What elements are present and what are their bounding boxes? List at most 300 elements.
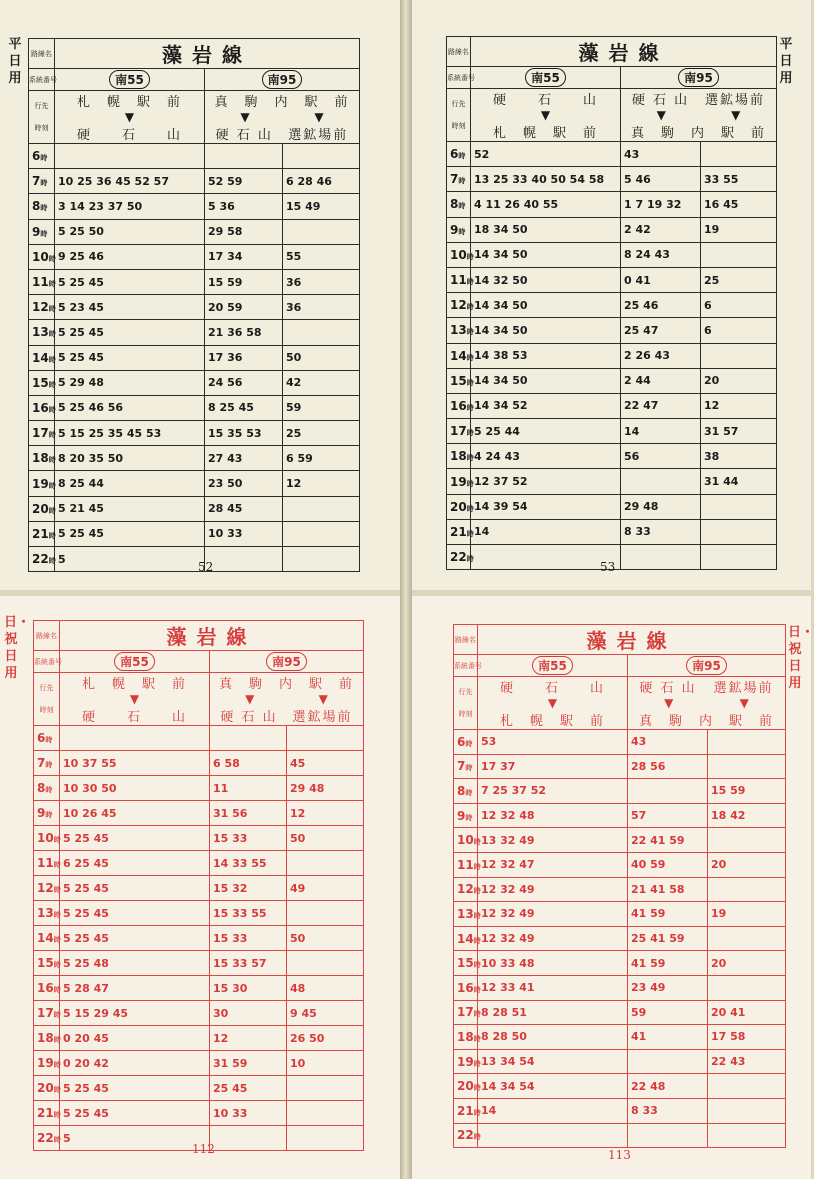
minutes-c-cell: 19: [708, 902, 786, 927]
hour-suffix: 時: [40, 154, 48, 163]
hour-value: 18: [32, 451, 49, 466]
minutes-c-cell: [708, 975, 786, 1000]
hour-cell: [447, 469, 474, 494]
hour-cell: [454, 926, 481, 951]
minutes-c-cell: 25: [283, 421, 360, 446]
hour-suffix: 時: [48, 506, 56, 515]
hour-suffix: 時: [466, 252, 474, 261]
hour-value: 18: [37, 1031, 54, 1045]
system-number-label: 系統番号: [447, 67, 471, 89]
hour-cell: [34, 901, 60, 926]
hour-cell: [34, 1076, 60, 1101]
hour-value: 20: [32, 501, 49, 516]
minutes-a-cell: 14 34 54: [478, 1074, 628, 1099]
table-row: [454, 730, 786, 755]
hour-cell: [29, 370, 55, 395]
minutes-c-cell: 17 58: [708, 1025, 786, 1050]
hour-suffix: 時: [48, 431, 56, 440]
destination-a-bottom: 硬 石 山: [76, 128, 182, 143]
minutes-a-cell: 5 15 25 35 45 53: [55, 421, 205, 446]
destination-a: [478, 677, 628, 730]
table-row: [454, 926, 786, 951]
hour-suffix: 時: [466, 328, 474, 337]
arrow-down-icon: ▼: [129, 692, 140, 706]
hour-value: 13: [37, 906, 54, 920]
minutes-b-cell: [621, 545, 701, 570]
minutes-b-cell: 12: [210, 1026, 287, 1051]
line-label: 路線名: [447, 37, 471, 67]
route-badge-a: 南55: [532, 656, 573, 675]
minutes-a-cell: 10 25 36 45 52 57: [55, 169, 205, 194]
minutes-b-cell: 22 48: [628, 1074, 708, 1099]
minutes-b-cell: 23 50: [205, 471, 283, 496]
minutes-a-cell: 13 32 49: [478, 828, 628, 853]
minutes-b-cell: [628, 1123, 708, 1148]
hour-value: 18: [457, 1029, 474, 1044]
minutes-a-cell: 5: [55, 547, 205, 572]
hour-cell: [454, 1074, 481, 1099]
minutes-c-cell: [283, 219, 360, 244]
hour-value: 16: [32, 400, 49, 415]
hour-suffix: 時: [466, 429, 474, 438]
minutes-b-cell: 2 26 43: [621, 343, 701, 368]
minutes-b-cell: 20 59: [205, 295, 283, 320]
minutes-b-cell: 43: [628, 730, 708, 755]
hour-cell: [29, 421, 55, 446]
hour-value: 9: [32, 224, 41, 239]
hour-value: 11: [37, 856, 54, 870]
minutes-a-cell: 5 21 45: [55, 496, 205, 521]
timetable-page-113: [412, 596, 814, 1179]
hour-cell: [34, 726, 60, 751]
hour-value: 20: [37, 1081, 54, 1095]
table-row: [454, 902, 786, 927]
minutes-c-cell: [708, 1074, 786, 1099]
route-badge-a: 南55: [525, 68, 566, 87]
hour-cell: [454, 754, 478, 779]
destination-label: 行先: [39, 684, 54, 692]
table-row: [29, 370, 360, 395]
minutes-c-cell: 18 42: [708, 803, 786, 828]
dest-hour-label-cell: [454, 677, 478, 730]
hour-suffix: 時: [466, 278, 474, 287]
minutes-c-cell: 26 50: [287, 1026, 364, 1051]
minutes-c-cell: 55: [283, 244, 360, 269]
hour-value: 18: [450, 449, 467, 464]
table-row: [454, 1025, 786, 1050]
table-row: [447, 343, 777, 368]
hour-suffix: 時: [45, 786, 53, 794]
minutes-a-cell: 7 25 37 52: [478, 779, 628, 804]
table-row: [447, 393, 777, 418]
table-row: [454, 1049, 786, 1074]
destination-a-bottom: 硬 石 山: [81, 710, 187, 725]
destination-label: 行先: [34, 102, 49, 110]
hour-suffix: 時: [53, 936, 61, 944]
minutes-c-cell: [701, 519, 777, 544]
minutes-c-cell: 6 59: [283, 446, 360, 471]
hour-cell: [447, 444, 474, 469]
hour-value: 15: [457, 956, 474, 971]
destination-b: [628, 677, 786, 730]
table-row: [34, 776, 364, 801]
hour-suffix: 時: [466, 555, 474, 564]
hour-suffix: 時: [473, 1059, 481, 1068]
hour-cell: [29, 244, 55, 269]
hour-cell: [34, 926, 60, 951]
minutes-b-cell: 43: [621, 142, 701, 167]
destination-b-bottom: 真 駒 内 駅 前: [631, 126, 767, 141]
minutes-a-cell: 17 37: [478, 754, 628, 779]
minutes-b-cell: [205, 547, 283, 572]
hour-suffix: 時: [48, 254, 56, 263]
hour-cell: [34, 851, 60, 876]
hour-suffix: 時: [53, 986, 61, 994]
hour-value: 14: [457, 931, 474, 946]
route-a-cell: [471, 67, 621, 89]
table-row: [447, 217, 777, 242]
hour-cell: [34, 751, 60, 776]
table-row: [454, 803, 786, 828]
hour-cell: [454, 779, 478, 804]
minutes-b-cell: [210, 1126, 287, 1151]
side-label: 日・祝日用: [788, 625, 814, 691]
minutes-c-cell: [708, 1098, 786, 1123]
hour-cell: [447, 242, 474, 267]
destination-c-top: 選鉱場前: [705, 93, 766, 108]
hour-value: 12: [450, 298, 467, 313]
table-row: [34, 801, 364, 826]
minutes-a-cell: 5 25 45: [55, 320, 205, 345]
minutes-b-cell: 31 56: [210, 801, 287, 826]
minutes-a-cell: 12 37 52: [471, 469, 621, 494]
minutes-a-cell: 14 38 53: [471, 343, 621, 368]
destination-a-top: 硬 石 山: [492, 93, 598, 108]
hour-cell: [454, 730, 478, 755]
minutes-a-cell: 0 20 42: [60, 1051, 210, 1076]
minutes-c-cell: 20: [708, 951, 786, 976]
arrow-down-icon: ▼: [656, 108, 666, 122]
minutes-c-cell: [708, 926, 786, 951]
minutes-c-cell: 19: [701, 217, 777, 242]
hour-cell: [34, 1051, 60, 1076]
hour-value: 21: [457, 1103, 474, 1118]
hour-value: 11: [457, 857, 474, 872]
hour-suffix: 時: [48, 280, 56, 289]
minutes-b-cell: [210, 726, 287, 751]
hour-suffix: 時: [466, 504, 474, 513]
hour-cell: [454, 877, 481, 902]
hour-value: 12: [457, 882, 474, 897]
system-number-label: 系統番号: [29, 69, 55, 91]
hour-label: 時刻: [451, 122, 466, 130]
table-row: [29, 547, 360, 572]
hour-cell: [454, 902, 481, 927]
minutes-c-cell: [287, 951, 364, 976]
hour-suffix: 時: [40, 204, 48, 213]
table-row: [29, 144, 360, 169]
hour-value: 16: [457, 980, 474, 995]
hour-suffix: 時: [465, 739, 473, 748]
hour-cell: [454, 1025, 481, 1050]
minutes-b-cell: 28 45: [205, 496, 283, 521]
hour-value: 19: [37, 1056, 54, 1070]
minutes-a-cell: 12 32 48: [478, 803, 628, 828]
minutes-a-cell: 4 24 43: [471, 444, 621, 469]
destination-b-top: 硬 石 山: [639, 681, 697, 696]
hour-suffix: 時: [45, 761, 53, 769]
minutes-b-cell: 24 56: [205, 370, 283, 395]
hour-value: 19: [32, 476, 49, 491]
hour-value: 15: [450, 373, 467, 388]
minutes-a-cell: 9 25 46: [55, 244, 205, 269]
minutes-c-cell: [287, 726, 364, 751]
hour-value: 20: [450, 499, 467, 514]
hour-suffix: 時: [53, 836, 61, 844]
minutes-c-cell: [283, 521, 360, 546]
minutes-b-cell: 52 59: [205, 169, 283, 194]
hour-suffix: 時: [53, 886, 61, 894]
minutes-a-cell: 5 25 45: [60, 1101, 210, 1126]
minutes-a-cell: 18 34 50: [471, 217, 621, 242]
timetable: [453, 624, 786, 1148]
hour-value: 12: [37, 881, 54, 895]
hour-value: 7: [37, 756, 46, 770]
hour-cell: [454, 1049, 481, 1074]
minutes-c-cell: [287, 1076, 364, 1101]
hour-cell: [34, 876, 60, 901]
hour-suffix: 時: [48, 330, 56, 339]
hour-suffix: 時: [466, 353, 474, 362]
hour-value: 16: [450, 398, 467, 413]
hour-value: 22: [37, 1131, 54, 1145]
hour-value: 10: [32, 249, 49, 264]
hour-cell: [454, 1000, 481, 1025]
minutes-b-cell: 17 34: [205, 244, 283, 269]
minutes-b-cell: [628, 1049, 708, 1074]
minutes-a-cell: 13 25 33 40 50 54 58: [471, 167, 621, 192]
route-b-cell: [210, 651, 364, 673]
hour-cell: [29, 219, 55, 244]
minutes-b-cell: 30: [210, 1001, 287, 1026]
minutes-a-cell: 12 32 49: [478, 877, 628, 902]
hour-suffix: 時: [466, 378, 474, 387]
minutes-c-cell: 20: [708, 852, 786, 877]
dest-hour-label-cell: [29, 91, 55, 144]
minutes-b-cell: 15 33: [210, 926, 287, 951]
destination-c-bottom: 選鉱場前: [292, 710, 353, 725]
table-row: [454, 1123, 786, 1148]
hour-value: 19: [457, 1054, 474, 1069]
minutes-a-cell: 3 14 23 37 50: [55, 194, 205, 219]
table-row: [34, 901, 364, 926]
hour-suffix: 時: [48, 557, 56, 566]
minutes-c-cell: [701, 545, 777, 570]
hour-value: 9: [457, 808, 466, 823]
route-a-cell: [478, 655, 628, 677]
hour-suffix: 時: [53, 1111, 61, 1119]
minutes-c-cell: 36: [283, 295, 360, 320]
minutes-a-cell: 5 15 29 45: [60, 1001, 210, 1026]
hour-cell: [29, 295, 55, 320]
hour-value: 15: [37, 956, 54, 970]
hour-suffix: 時: [48, 481, 56, 490]
table-row: [454, 877, 786, 902]
minutes-a-cell: 10 26 45: [60, 801, 210, 826]
hour-value: 17: [457, 1005, 474, 1020]
hour-value: 16: [37, 981, 54, 995]
table-row: [447, 167, 777, 192]
hour-value: 19: [450, 474, 467, 489]
minutes-a-cell: [478, 1123, 628, 1148]
hour-suffix: 時: [48, 305, 56, 314]
table-row: [447, 368, 777, 393]
arrow-down-icon: ▼: [664, 696, 674, 710]
hour-cell: [29, 471, 55, 496]
hour-cell: [454, 951, 481, 976]
hour-cell: [34, 1001, 60, 1026]
minutes-a-cell: 53: [478, 730, 628, 755]
destination-a: [55, 91, 205, 144]
minutes-b-cell: 0 41: [621, 267, 701, 292]
destination-b-bottom: 真 駒 内 駅 前: [639, 714, 775, 729]
page-number: 113: [608, 1148, 631, 1162]
minutes-c-cell: 50: [283, 345, 360, 370]
table-row: [29, 244, 360, 269]
minutes-b-cell: 15 32: [210, 876, 287, 901]
minutes-a-cell: 14 32 50: [471, 267, 621, 292]
minutes-a-cell: 8 20 35 50: [55, 446, 205, 471]
hour-suffix: 時: [53, 1036, 61, 1044]
hour-suffix: 時: [53, 1011, 61, 1019]
minutes-b-cell: 41: [628, 1025, 708, 1050]
hour-value: 7: [450, 172, 459, 187]
minutes-c-cell: 6: [701, 293, 777, 318]
minutes-a-cell: 5 25 45: [55, 269, 205, 294]
line-label: 路線名: [34, 621, 60, 651]
book-gutter: [400, 0, 412, 1179]
table-row: [447, 267, 777, 292]
hour-suffix: 時: [466, 454, 474, 463]
table-row: [34, 1026, 364, 1051]
hour-value: 21: [450, 524, 467, 539]
minutes-c-cell: 6: [701, 318, 777, 343]
table-row: [34, 951, 364, 976]
hour-suffix: 時: [458, 202, 466, 211]
hour-value: 6: [450, 147, 459, 162]
minutes-b-cell: 17 36: [205, 345, 283, 370]
minutes-a-cell: 5 25 46 56: [55, 395, 205, 420]
minutes-a-cell: 10 30 50: [60, 776, 210, 801]
hour-cell: [447, 217, 471, 242]
hour-cell: [454, 852, 481, 877]
destination-a-top: 札 幌 駅 前: [76, 95, 182, 110]
minutes-b-cell: 57: [628, 803, 708, 828]
line-name: 藻岩線: [55, 39, 360, 69]
minutes-c-cell: 42: [283, 370, 360, 395]
minutes-a-cell: 14 39 54: [471, 494, 621, 519]
table-row: [29, 169, 360, 194]
hour-cell: [29, 496, 55, 521]
table-row: [29, 395, 360, 420]
table-row: [447, 494, 777, 519]
minutes-b-cell: 8 24 43: [621, 242, 701, 267]
hour-value: 8: [450, 197, 459, 212]
hour-value: 14: [37, 931, 54, 945]
hour-cell: [34, 951, 60, 976]
hour-cell: [29, 320, 55, 345]
table-row: [29, 219, 360, 244]
minutes-b-cell: 8 25 45: [205, 395, 283, 420]
hour-value: 15: [32, 375, 49, 390]
hour-cell: [447, 519, 474, 544]
hour-cell: [34, 801, 60, 826]
minutes-b-cell: 25 45: [210, 1076, 287, 1101]
hour-value: 14: [32, 350, 49, 365]
hour-value: 7: [457, 759, 466, 774]
minutes-c-cell: 36: [283, 269, 360, 294]
minutes-b-cell: 15 59: [205, 269, 283, 294]
hour-suffix: 時: [473, 985, 481, 994]
minutes-b-cell: 22 47: [621, 393, 701, 418]
minutes-c-cell: 20 41: [708, 1000, 786, 1025]
destination-label: 行先: [451, 100, 466, 108]
destination-a: [60, 673, 210, 726]
minutes-a-cell: 14: [478, 1098, 628, 1123]
hour-suffix: 時: [53, 861, 61, 869]
minutes-a-cell: 5 25 45: [55, 345, 205, 370]
hour-suffix: 時: [465, 813, 473, 822]
minutes-c-cell: 12: [283, 471, 360, 496]
minutes-b-cell: 14 33 55: [210, 851, 287, 876]
minutes-a-cell: 14 34 50: [471, 293, 621, 318]
page-number: 112: [192, 1142, 215, 1156]
minutes-c-cell: 31 57: [701, 419, 777, 444]
hour-cell: [447, 142, 471, 167]
hour-cell: [29, 345, 55, 370]
minutes-b-cell: 15 33 57: [210, 951, 287, 976]
hour-cell: [447, 293, 474, 318]
table-row: [34, 826, 364, 851]
minutes-b-cell: 22 41 59: [628, 828, 708, 853]
hour-value: 8: [37, 781, 46, 795]
minutes-b-cell: 10 33: [205, 521, 283, 546]
minutes-c-cell: [701, 142, 777, 167]
minutes-b-cell: 28 56: [628, 754, 708, 779]
hour-suffix: 時: [48, 456, 56, 465]
dest-hour-label-cell: [34, 673, 60, 726]
side-label: 平日用: [779, 37, 793, 86]
minutes-c-cell: 12: [701, 393, 777, 418]
line-name: 藻岩線: [471, 37, 777, 67]
hour-cell: [29, 169, 55, 194]
hour-suffix: 時: [473, 838, 481, 847]
table-row: [34, 1001, 364, 1026]
table-row: [29, 521, 360, 546]
hour-value: 9: [450, 222, 459, 237]
hour-suffix: 時: [53, 1136, 61, 1144]
route-b-cell: [205, 69, 360, 91]
hour-suffix: 時: [48, 531, 56, 540]
page-number: 53: [600, 560, 616, 574]
minutes-b-cell: 56: [621, 444, 701, 469]
minutes-c-cell: [287, 1126, 364, 1151]
hour-suffix: 時: [53, 911, 61, 919]
hour-cell: [447, 494, 474, 519]
minutes-a-cell: 14 34 50: [471, 318, 621, 343]
page-number: 52: [198, 560, 214, 574]
minutes-c-cell: [708, 754, 786, 779]
